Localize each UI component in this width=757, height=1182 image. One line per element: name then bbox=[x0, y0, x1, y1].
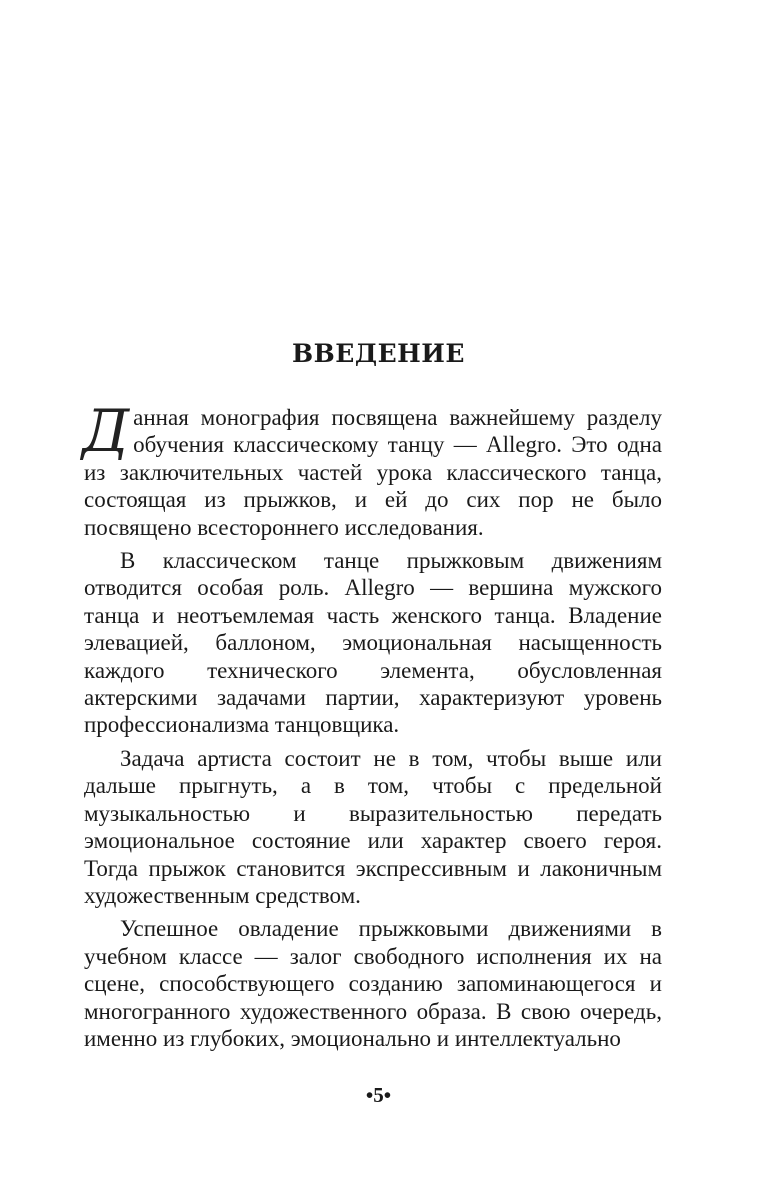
page-number: •5• bbox=[365, 1083, 392, 1107]
paragraph-4: Успешное овладение прыжковыми движениями в учебном классе — залог свободного исполнения их на сцене, способствующего созданию запоминающегося и многогранного художественного образа. В свою очередь, именно из глубоких, эмоционально и интеллектуально bbox=[84, 916, 662, 1051]
paragraph-3: Задача артиста состоит не в том, чтобы выше или дальше прыгнуть, а в том, чтобы с предельной музыкальностью и выразительностью передать эмоциональное состояние или характер своего героя. Тогда прыжок становится экспрессивным и лаконичным художественным средством. bbox=[84, 745, 662, 908]
body-text bbox=[82, 397, 662, 1058]
paragraph-1-text: анная монография посвящена важнейшему разделу обучения классическому танцу — Allegro. Это одна из заключительных частей урока классического танца, состоящая из прыжков, и ей до сих пор не было посвящено всестороннего исследования. bbox=[84, 405, 662, 540]
paragraph-2: В классическом танце прыжковым движениям отводится особая роль. Allegro — вершина мужского танца и неотъемлемая часть женского танца. Владение элевацией, баллоном, эмоциональная насыщенность каждого технического элемента, обусловленная актерскими задачами партии, характеризуют уровень профессионализма танцовщика. bbox=[84, 548, 662, 738]
drop-cap: Д bbox=[82, 397, 130, 465]
page-title: ВВЕДЕНИЕ bbox=[292, 339, 465, 368]
paragraph-1 bbox=[82, 397, 662, 541]
